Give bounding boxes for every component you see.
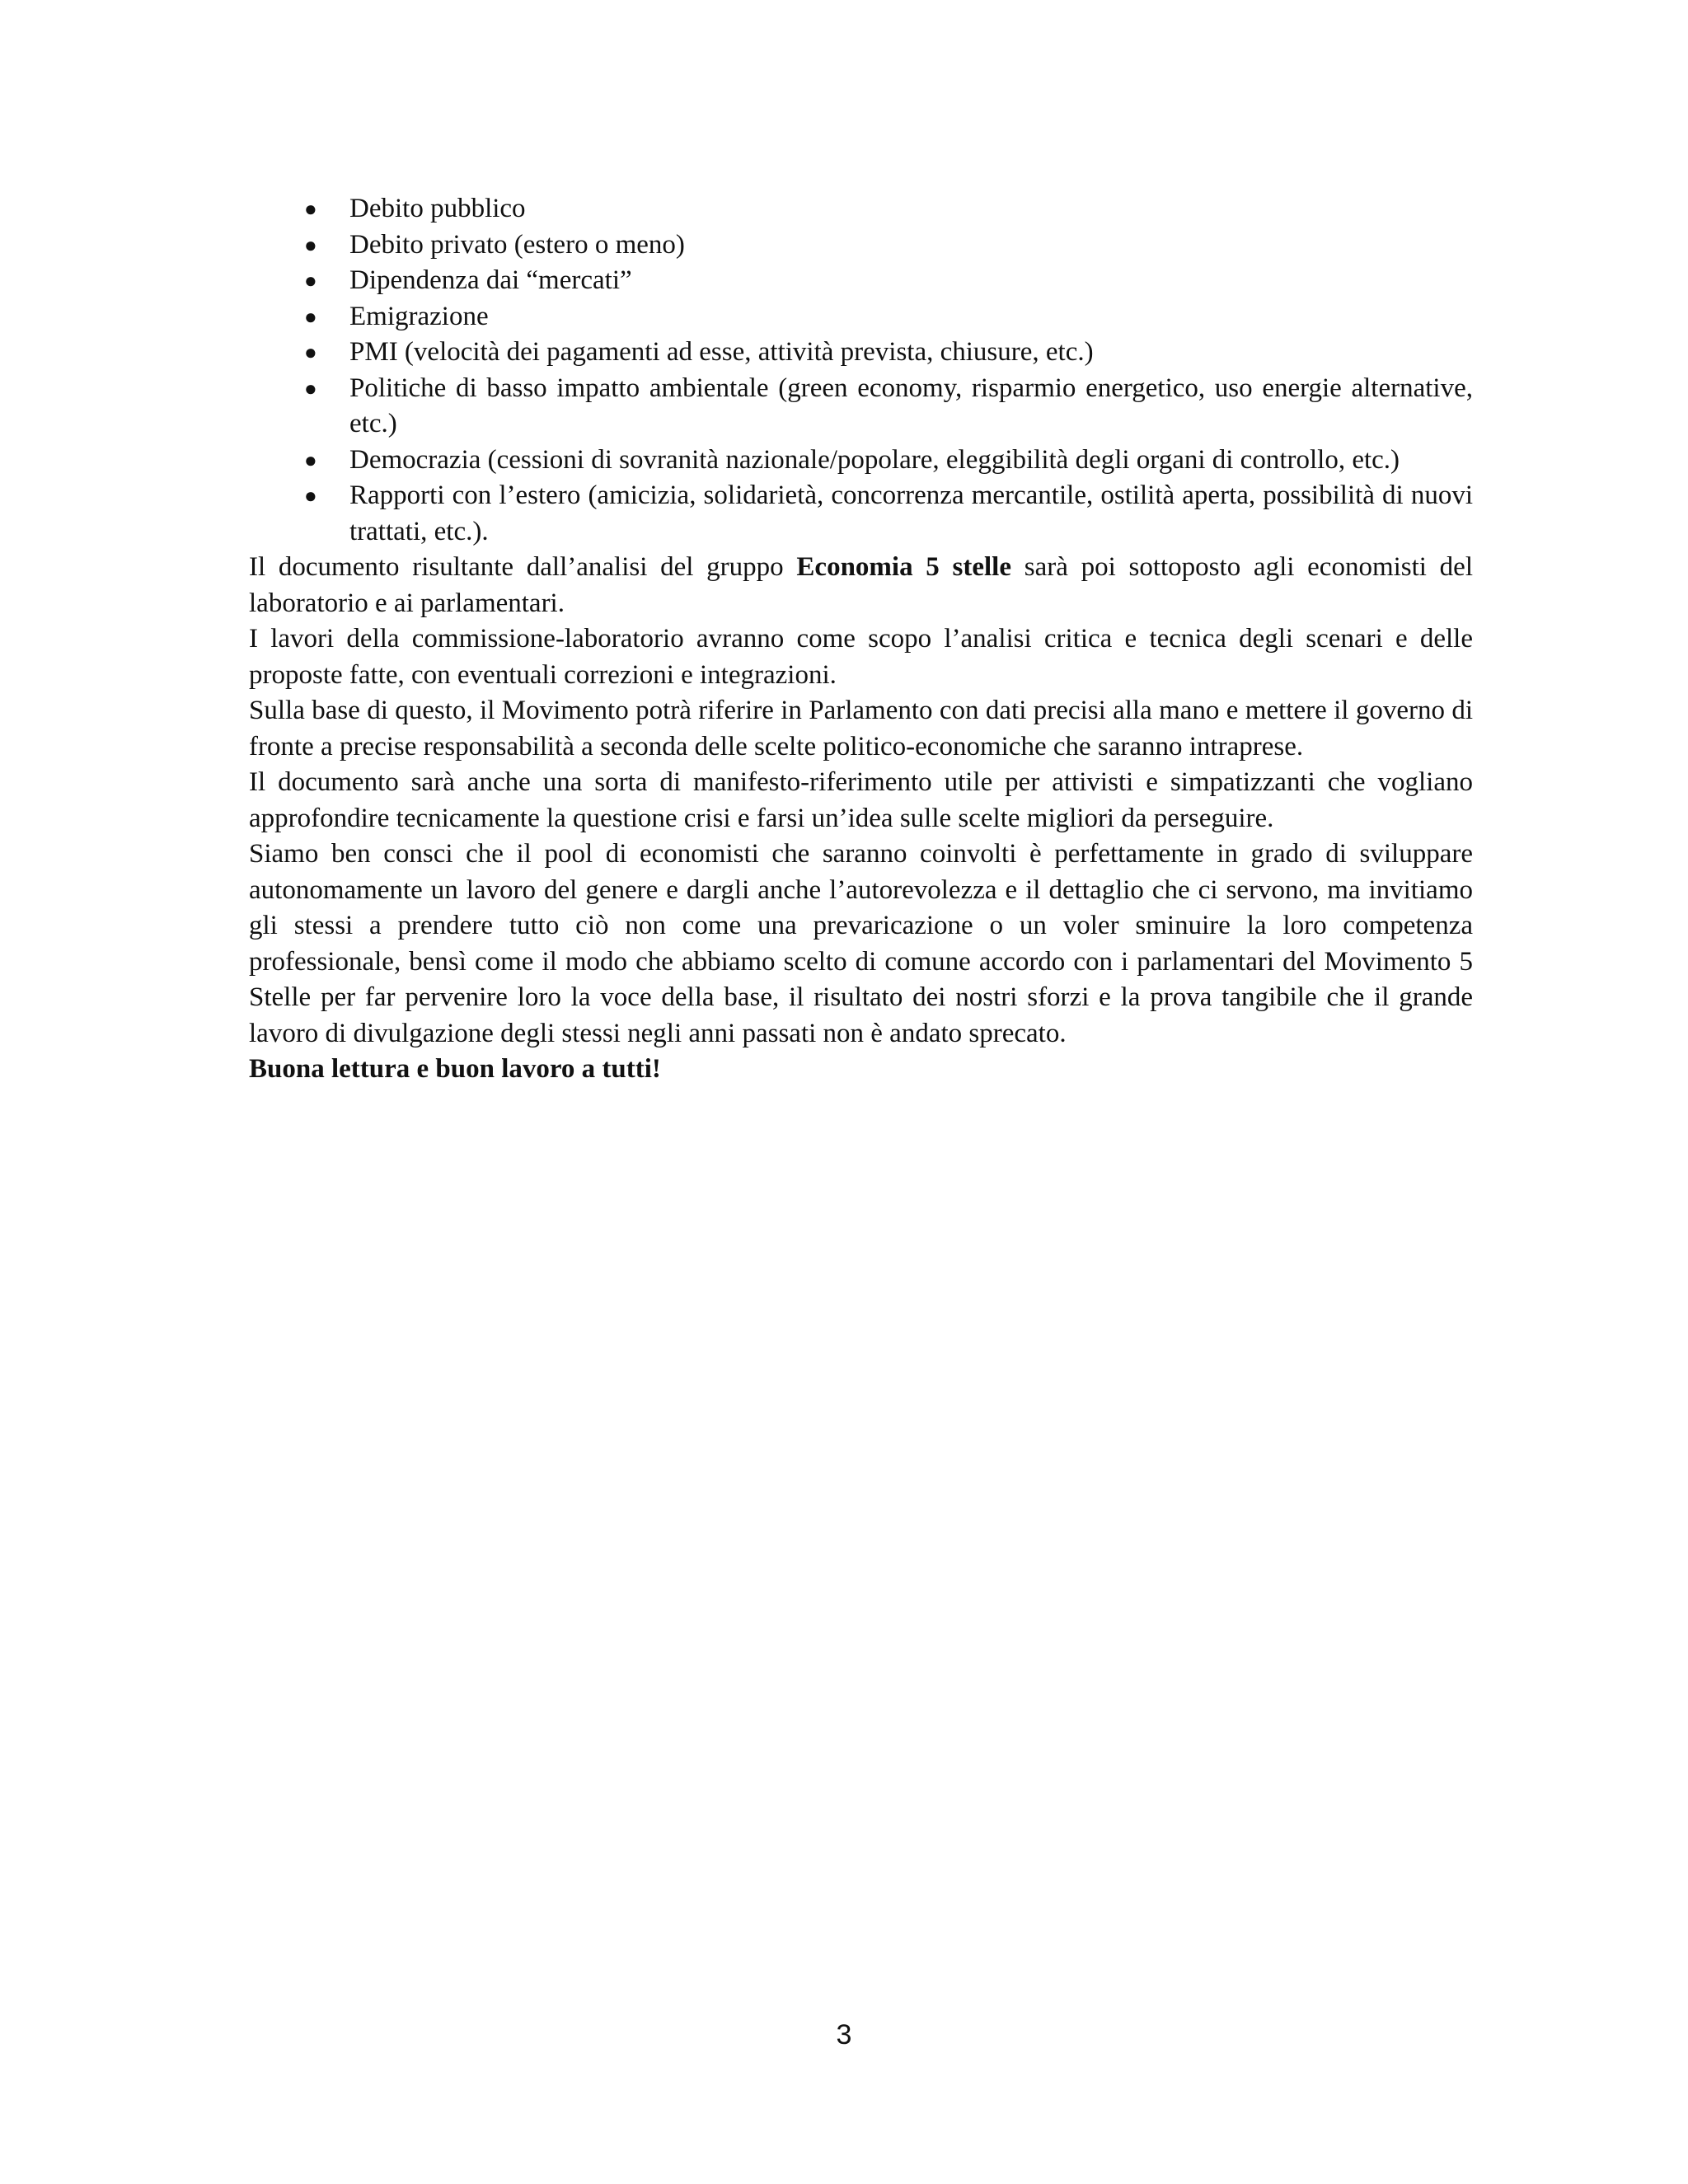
paragraph-parliament: Sulla base di questo, il Movimento potrà riferire in Parlamento con dati precisi alla mano e mettere il governo di fronte a precise responsabilità a seconda delle scelte politico-economiche che saranno intraprese. [249, 696, 1473, 762]
bullet-icon: ● [304, 448, 317, 472]
list-item-text: Dipendenza dai “mercati” [349, 265, 632, 295]
list-item-text: Emigrazione [349, 301, 489, 331]
list-item-text: Debito pubblico [349, 194, 526, 223]
bullet-icon: ● [304, 304, 317, 329]
list-item-text: Rapporti con l’estero (amicizia, solidarietà, concorrenza mercantile, ostilità aperta, possibilità di nuovi trattati, etc.). [349, 480, 1473, 546]
list-item [249, 299, 1473, 335]
list-item-text: PMI (velocità dei pagamenti ad esse, attività prevista, chiusure, etc.) [349, 337, 1094, 367]
bullet-icon: ● [304, 197, 317, 221]
list-item [249, 443, 1473, 479]
bullet-icon: ● [304, 484, 317, 508]
bullet-list [249, 191, 1473, 550]
bullet-icon: ● [304, 269, 317, 293]
paragraph-text: Il documento risultante dall’analisi del gruppo [249, 552, 797, 582]
list-item [249, 191, 1473, 227]
list-item [249, 335, 1473, 371]
bullet-icon: ● [304, 232, 317, 257]
list-item [249, 478, 1473, 550]
paragraph-economists: Siamo ben consci che il pool di economisti che saranno coinvolti è perfettamente in grado di sviluppare autonomamente un lavoro del genere e dargli anche l’autorevolezza e il dettaglio che ci servono, ma invitiamo gli stessi a prendere tutto ciò non come una prevaricazione o un voler sminuire la loro competenza professionale, bensì come il modo che abbiamo scelto di comune accordo con i parlamentari del Movimento 5 Stelle per far pervenire loro la voce della base, il risultato dei nostri sforzi e la prova tangibile che il grande lavoro di divulgazione degli stessi negli anni passati non è andato sprecato. [249, 839, 1473, 1048]
closing-line: Buona lettura e buon lavoro a tutti! [249, 1054, 661, 1084]
list-item-text: Democrazia (cessioni di sovranità nazionale/popolare, eleggibilità degli organi di controllo, etc.) [349, 444, 1400, 475]
paragraph-text: sarà poi sottoposto agli economisti del laboratorio e ai parlamentari. [249, 552, 1474, 618]
paragraph-manifesto: Il documento sarà anche una sorta di manifesto-riferimento utile per attivisti e simpatizzanti che vogliano approfondire tecnicamente la questione crisi e farsi un’idea sulle scelte migliori da perseguire. [249, 767, 1473, 833]
paragraph-analysis-group [249, 550, 1473, 621]
group-name-bold: Economia 5 stelle [796, 552, 1012, 582]
list-item-text: Debito privato (estero o meno) [349, 229, 685, 260]
list-item-text: Politiche di basso impatto ambientale (green economy, risparmio energetico, uso energie alternative, etc.) [349, 373, 1473, 438]
document-body [249, 191, 1473, 1088]
list-item [249, 371, 1473, 443]
bullet-icon: ● [304, 376, 317, 401]
bullet-icon: ● [304, 340, 317, 364]
list-item [249, 227, 1473, 264]
page-number: 3 [836, 2019, 852, 2050]
list-item [249, 263, 1473, 299]
paragraph-commission-work: I lavori della commissione-laboratorio avranno come scopo l’analisi critica e tecnica degli scenari e delle proposte fatte, con eventuali correzioni e integrazioni. [249, 624, 1473, 690]
